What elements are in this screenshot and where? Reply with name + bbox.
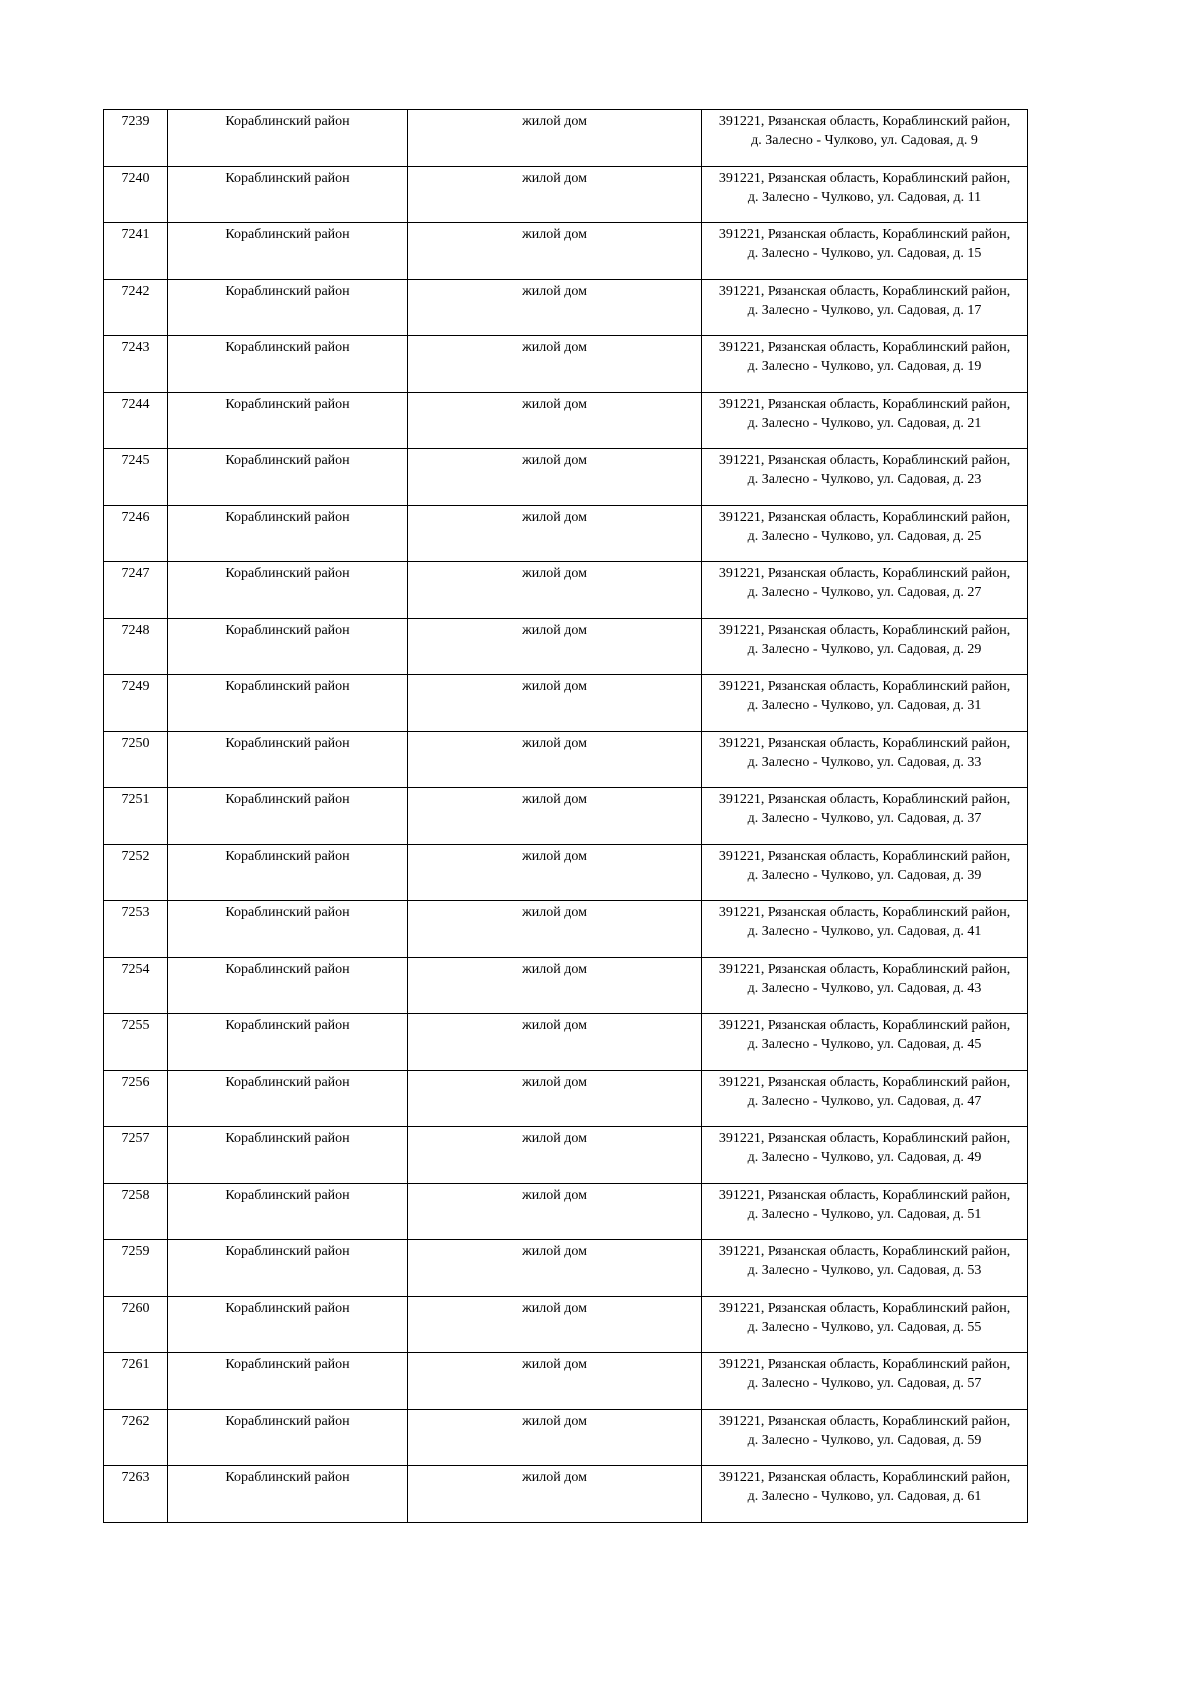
- row-number-cell: 7257: [104, 1127, 168, 1184]
- object-type-cell: жилой дом: [408, 279, 702, 336]
- address-line-1: 391221, Рязанская область, Кораблинский район,: [718, 283, 1011, 299]
- row-number-cell: 7260: [104, 1296, 168, 1353]
- address-line-2: д. Залесно - Чулково, ул. Садовая, д. 27: [747, 585, 982, 600]
- district-cell: Кораблинский район: [168, 901, 408, 958]
- table-row: [104, 731, 1028, 788]
- table-row: [104, 1070, 1028, 1127]
- row-number-cell: 7250: [104, 731, 168, 788]
- address-line-2: д. Залесно - Чулково, ул. Садовая, д. 15: [747, 246, 982, 261]
- row-number-cell: 7239: [104, 110, 168, 167]
- address-line-2: д. Залесно - Чулково, ул. Садовая, д. 57: [747, 1376, 982, 1391]
- object-type-cell: жилой дом: [408, 731, 702, 788]
- address-line-2: д. Залесно - Чулково, ул. Садовая, д. 55: [747, 1319, 982, 1335]
- address-line-1: 391221, Рязанская область, Кораблинский район,: [718, 566, 1011, 581]
- district-cell: Кораблинский район: [168, 1070, 408, 1127]
- table-row: [104, 1296, 1028, 1353]
- district-cell: Кораблинский район: [168, 1240, 408, 1297]
- address-cell: [702, 449, 1028, 506]
- housing-register-table: [103, 109, 1028, 1523]
- address-line-2: д. Залесно - Чулково, ул. Садовая, д. 51: [747, 1206, 982, 1222]
- row-number-cell: 7245: [104, 449, 168, 506]
- district-cell: Кораблинский район: [168, 562, 408, 619]
- table-row: [104, 901, 1028, 958]
- address-cell: [702, 1014, 1028, 1071]
- address-line-1: 391221, Рязанская область, Кораблинский район,: [718, 114, 1011, 129]
- address-line-1: 391221, Рязанская область, Кораблинский район,: [718, 735, 1011, 751]
- address-line-1: 391221, Рязанская область, Кораблинский район,: [718, 1413, 1011, 1429]
- address-cell: [702, 336, 1028, 393]
- district-cell: Кораблинский район: [168, 957, 408, 1014]
- object-type-cell: жилой дом: [408, 618, 702, 675]
- address-line-1: 391221, Рязанская область, Кораблинский район,: [718, 340, 1011, 355]
- address-cell: [702, 562, 1028, 619]
- address-line-2: д. Залесно - Чулково, ул. Садовая, д. 37: [747, 811, 982, 826]
- object-type-cell: жилой дом: [408, 1014, 702, 1071]
- address-line-1: 391221, Рязанская область, Кораблинский район,: [718, 1187, 1011, 1203]
- address-line-2: д. Залесно - Чулково, ул. Садовая, д. 19: [747, 359, 982, 374]
- address-line-2: д. Залесно - Чулково, ул. Садовая, д. 21: [747, 415, 982, 431]
- address-cell: [702, 505, 1028, 562]
- object-type-cell: жилой дом: [408, 562, 702, 619]
- address-line-1: 391221, Рязанская область, Кораблинский район,: [718, 848, 1011, 864]
- row-number-cell: 7262: [104, 1409, 168, 1466]
- address-line-2: д. Залесно - Чулково, ул. Садовая, д. 17: [747, 302, 982, 318]
- object-type-cell: жилой дом: [408, 110, 702, 167]
- object-type-cell: жилой дом: [408, 1466, 702, 1523]
- address-line-2: д. Залесно - Чулково, ул. Садовая, д. 23: [747, 472, 982, 487]
- address-line-2: д. Залесно - Чулково, ул. Садовая, д. 29: [747, 641, 982, 657]
- district-cell: Кораблинский район: [168, 1183, 408, 1240]
- row-number-cell: 7258: [104, 1183, 168, 1240]
- object-type-cell: жилой дом: [408, 1409, 702, 1466]
- district-cell: Кораблинский район: [168, 505, 408, 562]
- address-cell: [702, 1353, 1028, 1410]
- object-type-cell: жилой дом: [408, 505, 702, 562]
- address-line-1: 391221, Рязанская область, Кораблинский район,: [718, 792, 1011, 807]
- address-line-2: д. Залесно - Чулково, ул. Садовая, д. 31: [747, 698, 982, 713]
- address-line-1: 391221, Рязанская область, Кораблинский район,: [718, 453, 1011, 468]
- address-cell: [702, 675, 1028, 732]
- address-cell: [702, 1070, 1028, 1127]
- table-row: [104, 505, 1028, 562]
- address-line-1: 391221, Рязанская область, Кораблинский район,: [718, 1470, 1011, 1485]
- table-row: [104, 1240, 1028, 1297]
- table-row: [104, 392, 1028, 449]
- row-number-cell: 7248: [104, 618, 168, 675]
- row-number-cell: 7242: [104, 279, 168, 336]
- address-line-2: д. Залесно - Чулково, ул. Садовая, д. 43: [747, 980, 982, 996]
- table-row: [104, 1466, 1028, 1523]
- address-line-2: д. Залесно - Чулково, ул. Садовая, д. 45: [747, 1037, 982, 1052]
- table-row: [104, 788, 1028, 845]
- address-line-1: 391221, Рязанская область, Кораблинский район,: [718, 679, 1011, 694]
- row-number-cell: 7243: [104, 336, 168, 393]
- address-line-2: д. Залесно - Чулково, ул. Садовая, д. 53: [747, 1263, 982, 1278]
- row-number-cell: 7246: [104, 505, 168, 562]
- row-number-cell: 7261: [104, 1353, 168, 1410]
- table-body: [104, 110, 1028, 1523]
- table-row: [104, 1014, 1028, 1071]
- address-cell: [702, 1183, 1028, 1240]
- address-cell: [702, 166, 1028, 223]
- row-number-cell: 7254: [104, 957, 168, 1014]
- address-line-2: д. Залесно - Чулково, ул. Садовая, д. 39: [747, 867, 982, 883]
- table-row: [104, 844, 1028, 901]
- address-line-2: д. Залесно - Чулково, ул. Садовая, д. 41: [747, 924, 982, 939]
- district-cell: Кораблинский район: [168, 392, 408, 449]
- address-line-2: д. Залесно - Чулково, ул. Садовая, д. 49: [747, 1150, 982, 1165]
- address-line-2: д. Залесно - Чулково, ул. Садовая, д. 47: [747, 1093, 982, 1109]
- table-row: [104, 1353, 1028, 1410]
- address-line-2: д. Залесно - Чулково, ул. Садовая, д. 11: [747, 189, 982, 205]
- table-row: [104, 957, 1028, 1014]
- address-cell: [702, 731, 1028, 788]
- table-row: [104, 1127, 1028, 1184]
- address-line-1: 391221, Рязанская область, Кораблинский район,: [718, 1074, 1011, 1090]
- table-row: [104, 618, 1028, 675]
- row-number-cell: 7256: [104, 1070, 168, 1127]
- object-type-cell: жилой дом: [408, 1240, 702, 1297]
- address-cell: [702, 392, 1028, 449]
- object-type-cell: жилой дом: [408, 392, 702, 449]
- object-type-cell: жилой дом: [408, 166, 702, 223]
- district-cell: Кораблинский район: [168, 223, 408, 280]
- address-cell: [702, 788, 1028, 845]
- address-line-1: 391221, Рязанская область, Кораблинский район,: [718, 170, 1011, 186]
- address-line-1: 391221, Рязанская область, Кораблинский район,: [718, 1357, 1011, 1372]
- district-cell: Кораблинский район: [168, 279, 408, 336]
- address-line-1: 391221, Рязанская область, Кораблинский район,: [718, 961, 1011, 977]
- row-number-cell: 7259: [104, 1240, 168, 1297]
- district-cell: Кораблинский район: [168, 1353, 408, 1410]
- address-cell: [702, 110, 1028, 167]
- object-type-cell: жилой дом: [408, 223, 702, 280]
- table-row: [104, 675, 1028, 732]
- table-row: [104, 336, 1028, 393]
- table-row: [104, 279, 1028, 336]
- object-type-cell: жилой дом: [408, 1353, 702, 1410]
- object-type-cell: жилой дом: [408, 336, 702, 393]
- district-cell: Кораблинский район: [168, 844, 408, 901]
- row-number-cell: 7263: [104, 1466, 168, 1523]
- address-line-1: 391221, Рязанская область, Кораблинский район,: [718, 1244, 1011, 1259]
- table-row: [104, 223, 1028, 280]
- table-row: [104, 1183, 1028, 1240]
- table-row: [104, 1409, 1028, 1466]
- district-cell: Кораблинский район: [168, 675, 408, 732]
- object-type-cell: жилой дом: [408, 1296, 702, 1353]
- row-number-cell: 7244: [104, 392, 168, 449]
- address-line-1: 391221, Рязанская область, Кораблинский район,: [718, 1018, 1011, 1033]
- row-number-cell: 7240: [104, 166, 168, 223]
- row-number-cell: 7252: [104, 844, 168, 901]
- address-line-2: д. Залесно - Чулково, ул. Садовая, д. 61: [747, 1489, 982, 1504]
- address-line-1: 391221, Рязанская область, Кораблинский район,: [718, 1131, 1011, 1146]
- district-cell: Кораблинский район: [168, 788, 408, 845]
- table-row: [104, 562, 1028, 619]
- address-line-1: 391221, Рязанская область, Кораблинский район,: [718, 905, 1011, 920]
- row-number-cell: 7251: [104, 788, 168, 845]
- row-number-cell: 7247: [104, 562, 168, 619]
- address-line-2: д. Залесно - Чулково, ул. Садовая, д. 33: [747, 754, 982, 770]
- district-cell: Кораблинский район: [168, 731, 408, 788]
- row-number-cell: 7241: [104, 223, 168, 280]
- address-cell: [702, 1466, 1028, 1523]
- object-type-cell: жилой дом: [408, 1183, 702, 1240]
- row-number-cell: 7255: [104, 1014, 168, 1071]
- address-cell: [702, 1409, 1028, 1466]
- object-type-cell: жилой дом: [408, 1127, 702, 1184]
- address-line-1: 391221, Рязанская область, Кораблинский район,: [718, 509, 1011, 525]
- address-line-1: 391221, Рязанская область, Кораблинский район,: [718, 622, 1011, 638]
- table-row: [104, 449, 1028, 506]
- address-line-2: д. Залесно - Чулково, ул. Садовая, д. 9: [751, 133, 978, 148]
- table-row: [104, 166, 1028, 223]
- address-cell: [702, 1296, 1028, 1353]
- table-row: [104, 110, 1028, 167]
- object-type-cell: жилой дом: [408, 957, 702, 1014]
- district-cell: Кораблинский район: [168, 1466, 408, 1523]
- district-cell: Кораблинский район: [168, 336, 408, 393]
- row-number-cell: 7249: [104, 675, 168, 732]
- address-cell: [702, 957, 1028, 1014]
- address-cell: [702, 1240, 1028, 1297]
- address-line-2: д. Залесно - Чулково, ул. Садовая, д. 59: [747, 1432, 982, 1448]
- object-type-cell: жилой дом: [408, 788, 702, 845]
- district-cell: Кораблинский район: [168, 449, 408, 506]
- object-type-cell: жилой дом: [408, 449, 702, 506]
- district-cell: Кораблинский район: [168, 166, 408, 223]
- object-type-cell: жилой дом: [408, 675, 702, 732]
- district-cell: Кораблинский район: [168, 1296, 408, 1353]
- address-line-1: 391221, Рязанская область, Кораблинский район,: [718, 227, 1011, 242]
- address-line-2: д. Залесно - Чулково, ул. Садовая, д. 25: [747, 528, 982, 544]
- district-cell: Кораблинский район: [168, 1014, 408, 1071]
- object-type-cell: жилой дом: [408, 901, 702, 958]
- address-cell: [702, 618, 1028, 675]
- address-line-1: 391221, Рязанская область, Кораблинский район,: [718, 396, 1011, 412]
- district-cell: Кораблинский район: [168, 618, 408, 675]
- row-number-cell: 7253: [104, 901, 168, 958]
- address-cell: [702, 844, 1028, 901]
- district-cell: Кораблинский район: [168, 110, 408, 167]
- object-type-cell: жилой дом: [408, 844, 702, 901]
- address-line-1: 391221, Рязанская область, Кораблинский район,: [718, 1300, 1011, 1316]
- address-cell: [702, 1127, 1028, 1184]
- address-cell: [702, 901, 1028, 958]
- district-cell: Кораблинский район: [168, 1127, 408, 1184]
- object-type-cell: жилой дом: [408, 1070, 702, 1127]
- address-cell: [702, 223, 1028, 280]
- address-cell: [702, 279, 1028, 336]
- district-cell: Кораблинский район: [168, 1409, 408, 1466]
